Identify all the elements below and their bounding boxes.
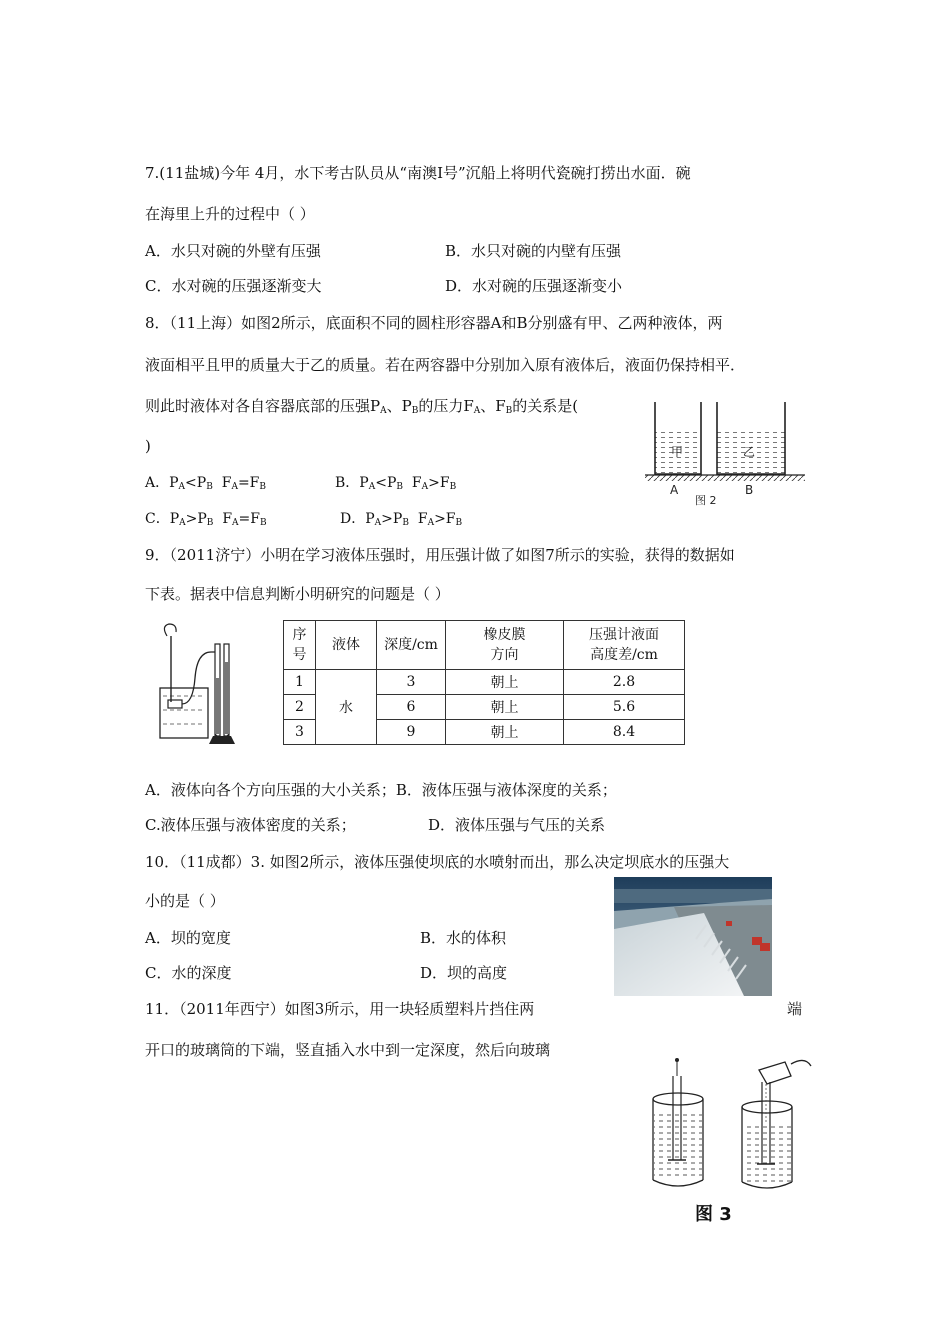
q8-option-c: C．$P_A>P_B$ $F_A=F_B$	[145, 511, 267, 528]
liquid-cell: 水	[316, 670, 377, 745]
table-row: 2 6 朝上 5.6	[284, 695, 685, 720]
table-row: 3 9 朝上 8.4	[284, 720, 685, 745]
q9-data-table	[283, 620, 685, 745]
header-liquid: 液体	[316, 621, 377, 670]
q7-option-b: B．水只对碗的内壁有压强	[445, 242, 622, 260]
header-height-diff: 压强计液面 高度差/cm	[564, 621, 685, 670]
figure-3-caption: 图 3	[695, 1204, 732, 1225]
q8-stem-line1: 8．（11上海）如图2所示，底面积不同的圆柱形容器A和B分别盛有甲、乙两种液体，两	[145, 314, 723, 332]
q7-stem-line1: 7.(11盐城)今年 4月，水下考古队员从“南澳Ⅰ号”沉船上将明代瓷碗打捞出水面．碗	[145, 164, 691, 182]
header-no: 序 号	[284, 621, 316, 670]
q11-stem-line2: 开口的玻璃筒的下端，竖直插入水中到一定深度，然后向玻璃	[145, 1041, 551, 1059]
ground-hatch	[645, 475, 805, 481]
q11-stem-line1-end: 端	[787, 1000, 803, 1018]
figure-2-caption: 图 2	[695, 494, 717, 507]
q9-stem-line1: 9．（2011济宁）小明在学习液体压强时，用压强计做了如图7所示的实验，获得的数据如	[145, 546, 735, 564]
q9-stem-line2: 下表。据表中信息判断小明研究的问题是（ ）	[145, 585, 450, 603]
q8-stem-line3: 则此时液体对各自容器底部的压强$P_A$、$P_B$的压力$F_A$、$F_B$的关系是(	[145, 397, 579, 416]
q10-dam-photo	[614, 877, 772, 996]
q9-figure-pressure-gauge	[143, 618, 243, 746]
q8-option-d: D．$P_A>P_B$ $F_A>F_B$	[340, 511, 463, 528]
q7-option-a: A．水只对碗的外壁有压强	[145, 242, 321, 260]
q8-stem-line4: )	[145, 437, 151, 455]
q7-option-d: D．水对碗的压强逐渐变小	[445, 277, 623, 295]
label-jia: 甲	[671, 445, 684, 459]
table-row: 1 水 3 朝上 2.8	[284, 670, 685, 695]
label-yi: 乙	[743, 445, 756, 459]
q10-option-a: A．坝的宽度	[145, 929, 231, 947]
q10-option-d: D．坝的高度	[420, 964, 508, 982]
header-direction: 橡皮膜 方向	[446, 621, 564, 670]
q7-option-c: C．水对碗的压强逐渐变大	[145, 277, 322, 295]
q7-stem-line2: 在海里上升的过程中（ ）	[145, 205, 315, 223]
q8-option-b: B．$P_A<P_B$ $F_A>F_B$	[335, 475, 457, 492]
header-depth: 深度/cm	[377, 621, 446, 670]
q9-option-ab: A．液体向各个方向压强的大小关系；B．液体压强与液体深度的关系；	[145, 781, 617, 799]
q10-stem-line2: 小的是（ ）	[145, 892, 225, 910]
q11-figure-3	[635, 1052, 825, 1227]
q8-figure-containers	[645, 400, 805, 508]
q9-option-c: C.液体压强与液体密度的关系；	[145, 816, 356, 834]
q10-option-b: B．水的体积	[420, 929, 507, 947]
label-b: B	[745, 483, 754, 497]
q9-option-d: D．液体压强与气压的关系	[428, 816, 606, 834]
q8-stem-line2: 液面相平且甲的质量大于乙的质量。若在两容器中分别加入原有液体后，液面仍保持相平．	[145, 356, 746, 374]
q8-option-a: A．$P_A<P_B$ $F_A=F_B$	[145, 475, 267, 492]
label-a: A	[670, 483, 679, 497]
q10-option-c: C．水的深度	[145, 964, 232, 982]
q10-stem-line1: 10．（11成都）3. 如图2所示，液体压强使坝底的水喷射而出，那么决定坝底水的压强大	[145, 853, 730, 871]
q11-stem-line1: 11．（2011年西宁）如图3所示，用一块轻质塑料片挡住两	[145, 1000, 535, 1018]
